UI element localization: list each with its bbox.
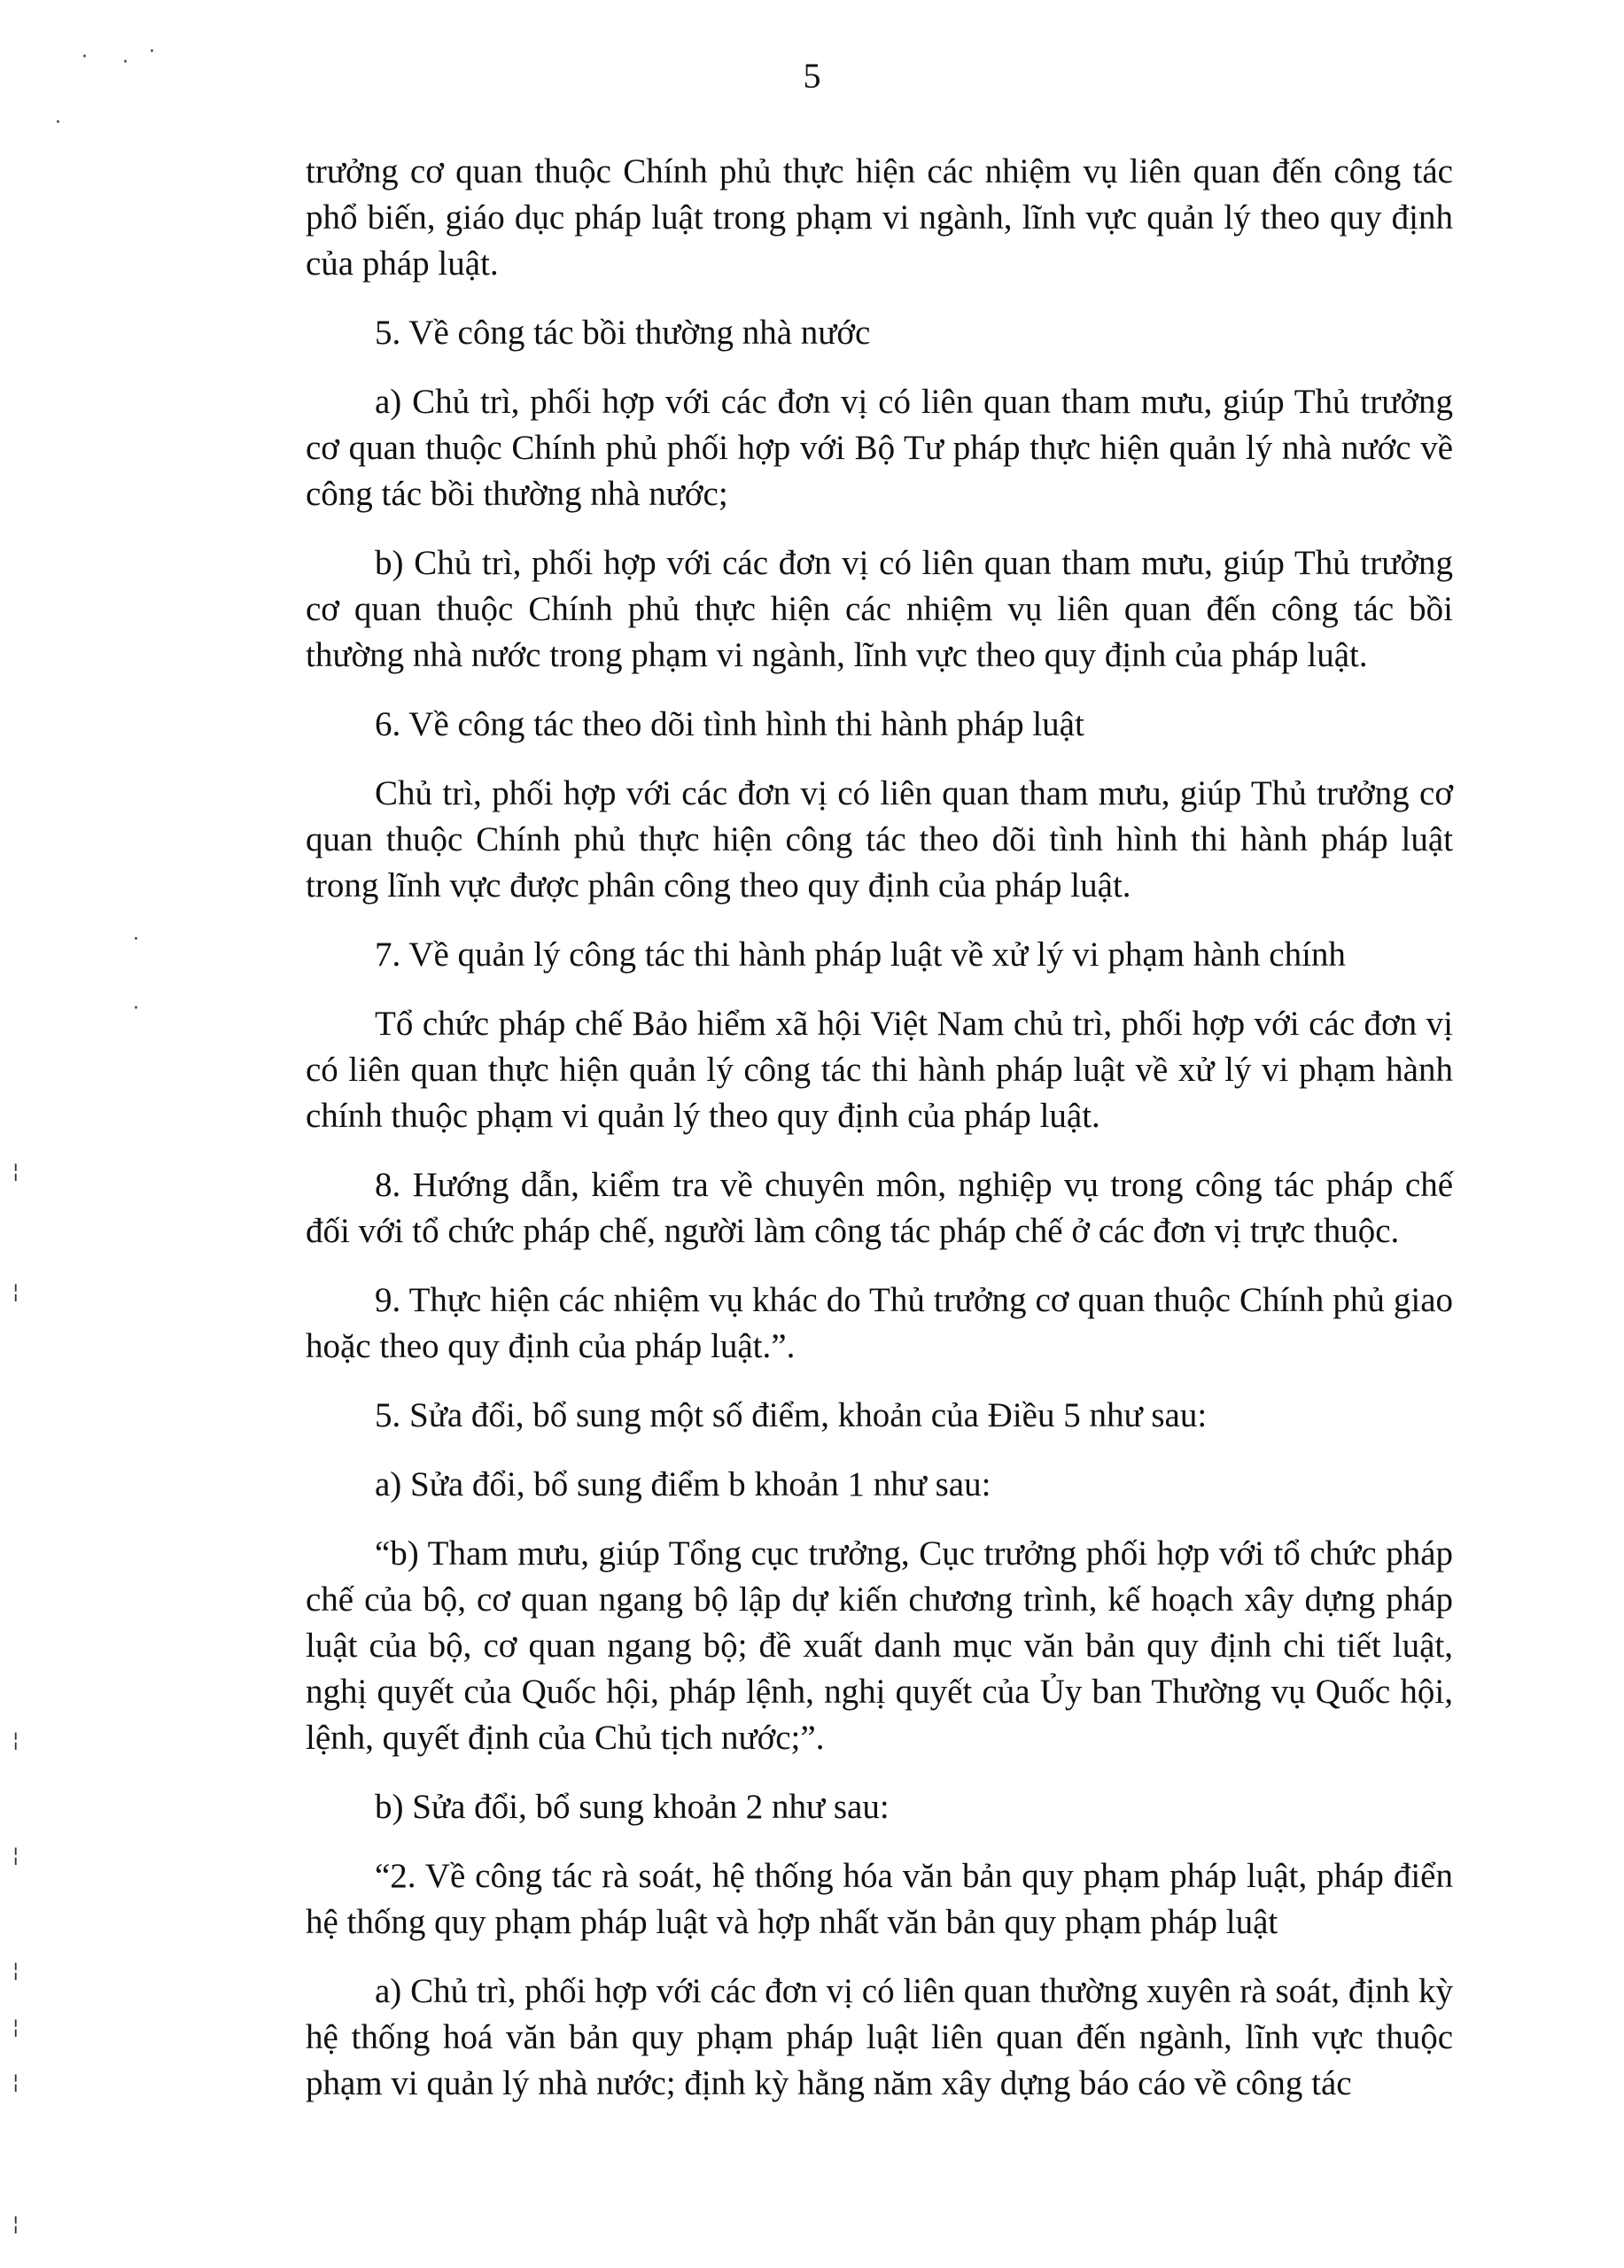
scan-speck: ·	[133, 928, 139, 951]
amendment-item-5: 5. Sửa đổi, bổ sung một số điểm, khoản của Điều 5 như sau:	[375, 1396, 1208, 1434]
paragraph-6: Chủ trì, phối hợp với các đơn vị có liên quan tham mưu, giúp Thủ trưởng cơ quan thuộc Chính phủ thực hiện công tác theo dõi tình hình thi hành pháp luật trong lĩnh vực được phân công theo quy định của pháp luật.	[306, 774, 1453, 905]
quoted-point-b: “b) Tham mưu, giúp Tổng cục trưởng, Cục trưởng phối hợp với tổ chức pháp chế của bộ, cơ quan ngang bộ lập dự kiến chương trình, kế hoạch xây dựng pháp luật của bộ, cơ quan ngang bộ; đề xuất danh mục văn bản quy định chi tiết luật, nghị quyết của Quốc hội, pháp lệnh, nghị quyết của Ủy ban Thường vụ Quốc hội, lệnh, quyết định của Chủ tịch nước;”.	[306, 1534, 1453, 1757]
scan-speck: ·	[122, 51, 128, 74]
amendment-point-b: b) Sửa đổi, bổ sung khoản 2 như sau:	[375, 1788, 890, 1826]
paragraph-8: 8. Hướng dẫn, kiểm tra về chuyên môn, nghiệp vụ trong công tác pháp chế đối với tổ chức pháp chế, người làm công tác pháp chế ở các đơn vị trực thuộc.	[306, 1166, 1453, 1250]
amendment-point-a: a) Sửa đổi, bổ sung điểm b khoản 1 như sau:	[375, 1465, 991, 1503]
paragraph-continuation: trưởng cơ quan thuộc Chính phủ thực hiện các nhiệm vụ liên quan đến công tác phổ biến, giáo dục pháp luật trong phạm vi ngành, lĩnh vực quản lý theo quy định của pháp luật.	[306, 152, 1453, 283]
scan-speck: ·	[133, 998, 139, 1020]
scan-speck: ·	[82, 46, 88, 68]
quoted-clause-2a: a) Chủ trì, phối hợp với các đơn vị có liên quan thường xuyên rà soát, định kỳ hệ thống hoá văn bản quy phạm pháp luật liên quan đến ngành, lĩnh vực thuộc phạm vi quản lý nhà nước; định kỳ hằng năm xây dựng báo cáo về công tác	[306, 1972, 1453, 2102]
quoted-clause-2-heading: “2. Về công tác rà soát, hệ thống hóa văn bản quy phạm pháp luật, pháp điển hệ thống quy phạm pháp luật và hợp nhất văn bản quy phạm pháp luật	[306, 1857, 1453, 1941]
margin-mark: ¦	[12, 1845, 19, 1867]
paragraph-7: Tổ chức pháp chế Bảo hiểm xã hội Việt Nam chủ trì, phối hợp với các đơn vị có liên quan thực hiện quản lý công tác thi hành pháp luật về xử lý vi phạm hành chính thuộc phạm vi quản lý theo quy định của pháp luật.	[306, 1005, 1453, 1135]
margin-mark: ¦	[12, 1960, 19, 1982]
paragraph-9: 9. Thực hiện các nhiệm vụ khác do Thủ trưởng cơ quan thuộc Chính phủ giao hoặc theo quy định của pháp luật.”.	[306, 1281, 1453, 1365]
margin-mark: ¦	[12, 2016, 19, 2039]
section-heading-5: 5. Về công tác bồi thường nhà nước	[375, 314, 871, 352]
body-text	[306, 149, 1453, 2130]
section-heading-6: 6. Về công tác theo dõi tình hình thi hành pháp luật	[375, 705, 1084, 743]
scan-speck: ·	[55, 112, 61, 134]
section-heading-7: 7. Về quản lý công tác thi hành pháp luật về xử lý vi phạm hành chính	[375, 936, 1346, 974]
margin-mark: ¦	[12, 1161, 19, 1183]
paragraph-5a: a) Chủ trì, phối hợp với các đơn vị có liên quan tham mưu, giúp Thủ trưởng cơ quan thuộc Chính phủ phối hợp với Bộ Tư pháp thực hiện quản lý nhà nước về công tác bồi thường nhà nước;	[306, 383, 1453, 513]
page-number: 5	[803, 56, 821, 96]
scan-speck: ·	[149, 41, 155, 63]
margin-mark: ¦	[12, 1281, 19, 1303]
margin-mark: ¦	[12, 2213, 19, 2235]
paragraph-5b: b) Chủ trì, phối hợp với các đơn vị có liên quan tham mưu, giúp Thủ trưởng cơ quan thuộc Chính phủ thực hiện các nhiệm vụ liên quan đến công tác bồi thường nhà nước trong phạm vi ngành, lĩnh vực theo quy định của pháp luật.	[306, 544, 1453, 674]
margin-mark: ¦	[12, 1729, 19, 1751]
margin-mark: ¦	[12, 2071, 19, 2093]
